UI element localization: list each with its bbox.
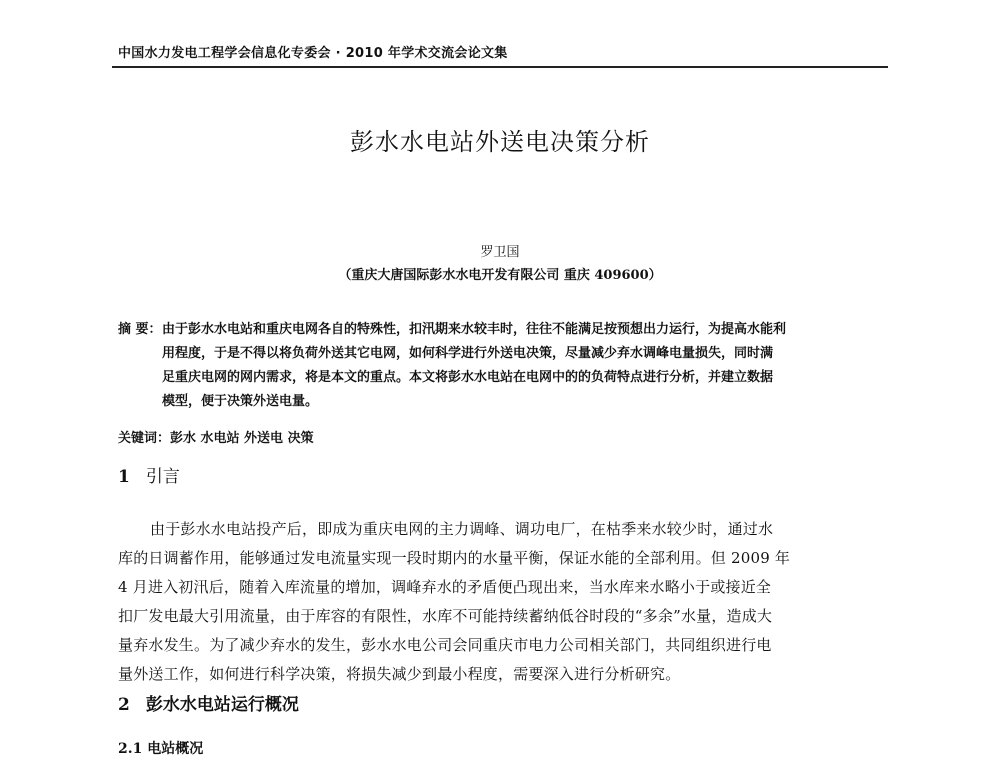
abstract-line: 足重庆电网的网内需求，将是本文的重点。本文将彭水水电站在电网中的的负荷特点进行分析，并建立数据: [162, 370, 774, 385]
section-number: 2: [118, 695, 130, 715]
body-line: 库的日调蓄作用，能够通过发电流量实现一段时期内的水量平衡，保证水能的全部利用。但 2009 年: [118, 549, 791, 567]
abstract-body: [162, 318, 886, 414]
author-name: 罗卫国: [480, 245, 520, 260]
header-rule: [112, 66, 888, 68]
body-line: 扣厂发电最大引用流量，由于库容的有限性，水库不可能持续蓄纳低谷时段的“多余”水量，造成大: [118, 607, 773, 625]
body-line: 由于彭水水电站投产后，即成为重庆电网的主力调峰、调功电厂，在枯季来水较少时，通过水: [150, 520, 774, 538]
section-heading-1: [118, 462, 180, 487]
paper-title: 彭水水电站外送电决策分析: [350, 128, 650, 156]
body-line: 4 月进入初汛后，随着入库流量的增加，调峰弃水的矛盾便凸现出来，当水库来水略小于或接近全: [118, 578, 772, 596]
section-title: 彭水水电站运行概况: [145, 695, 299, 715]
section-number: 1: [118, 467, 130, 487]
abstract-line: 用程度，于是不得以将负荷外送其它电网，如何科学进行外送电决策，尽量减少弃水调峰电量损失，同时满: [162, 346, 774, 361]
abstract-label: 摘 要：: [118, 322, 162, 337]
running-header: 中国水力发电工程学会信息化专委会 · 2010 年学术交流会论文集: [118, 46, 508, 61]
body-line: 量弃水发生。为了减少弃水的发生，彭水水电公司会同重庆市电力公司相关部门，共同组织进行电: [118, 636, 772, 654]
section-heading-2: [118, 690, 299, 715]
abstract-line: 由于彭水水电站和重庆电网各自的特殊性，扣汛期来水较丰时，往往不能满足按预想出力运行，为提高水能利: [162, 322, 787, 337]
author-affiliation: （重庆大唐国际彭水水电开发有限公司 重庆 409600）: [338, 268, 662, 283]
section-title: 引言: [145, 467, 180, 487]
subsection-heading: 2.1 电站概况: [118, 741, 204, 757]
abstract: [118, 318, 886, 414]
abstract-line: 模型，便于决策外送电量。: [162, 394, 319, 409]
body-paragraph: [118, 515, 886, 689]
body-line: 量外送工作，如何进行科学决策，将损失减少到最小程度，需要深入进行分析研究。: [118, 665, 681, 683]
keywords: 关键词：彭水 水电站 外送电 决策: [118, 431, 314, 446]
